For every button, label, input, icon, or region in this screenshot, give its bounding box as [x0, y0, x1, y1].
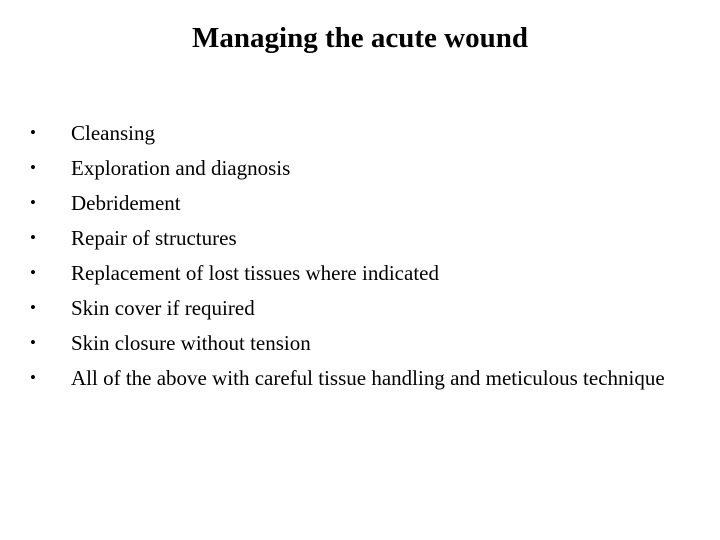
- bullet-item: [30, 330, 670, 356]
- slide-title: Managing the acute wound: [192, 22, 528, 54]
- bullet-icon: •: [30, 263, 36, 282]
- bullet-item: [30, 295, 670, 321]
- bullet-item: [30, 155, 670, 181]
- bullet-list: [30, 120, 670, 400]
- bullet-text: Cleansing: [71, 121, 155, 145]
- bullet-text: Repair of structures: [71, 226, 237, 250]
- bullet-icon: •: [30, 298, 36, 317]
- bullet-item: [30, 120, 670, 146]
- bullet-text: All of the above with careful tissue handling and meticulous technique: [71, 366, 665, 390]
- bullet-text: Skin closure without tension: [71, 331, 311, 355]
- bullet-text: Skin cover if required: [71, 296, 255, 320]
- bullet-item: [30, 365, 670, 391]
- bullet-item: [30, 260, 670, 286]
- bullet-icon: •: [30, 158, 36, 177]
- bullet-icon: •: [30, 193, 36, 212]
- bullet-icon: •: [30, 228, 36, 247]
- bullet-icon: •: [30, 368, 36, 387]
- bullet-icon: •: [30, 123, 36, 142]
- bullet-text: Exploration and diagnosis: [71, 156, 291, 180]
- bullet-text: Replacement of lost tissues where indicated: [71, 261, 439, 285]
- bullet-item: [30, 225, 670, 251]
- bullet-text: Debridement: [71, 191, 181, 215]
- bullet-item: [30, 190, 670, 216]
- bullet-icon: •: [30, 333, 36, 352]
